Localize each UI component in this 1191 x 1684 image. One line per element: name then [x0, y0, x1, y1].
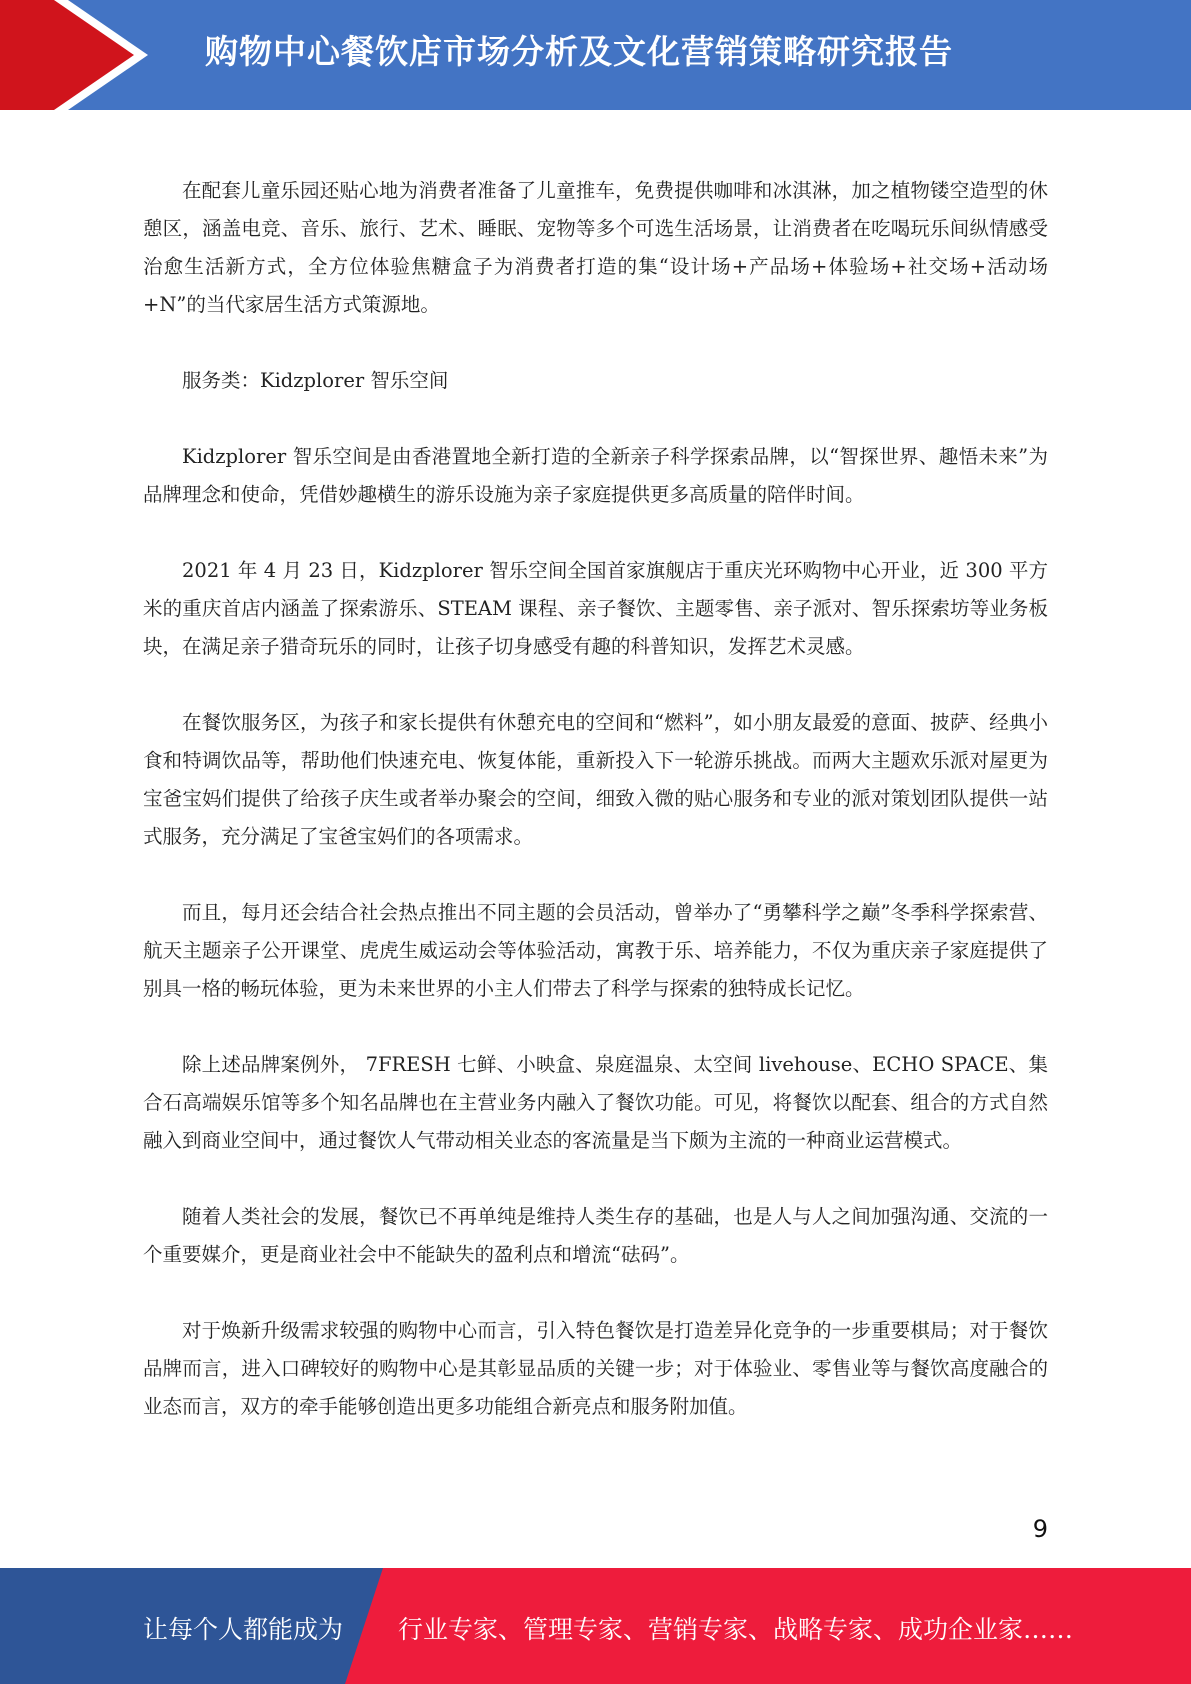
paragraph: 而且，每月还会结合社会热点推出不同主题的会员活动，曾举办了“勇攀科学之巅”冬季科学探索营、航天主题亲子公开课堂、虎虎生威运动会等体验活动，寓教于乐、培养能力，不仅为重庆亲子家庭提供了别具一格的畅玩体验，更为未来世界的小主人们带去了科学与探索的独特成长记忆。 — [143, 901, 1048, 1000]
footer-slogan-right: 行业专家、管理专家、营销专家、战略专家、成功企业家…… — [398, 1615, 1074, 1644]
paragraph: Kidzplorer 智乐空间是由香港置地全新打造的全新亲子科学探索品牌，以“智探世界、趣悟未来”为品牌理念和使命，凭借妙趣横生的游乐设施为亲子家庭提供更多高质量的陪伴时间。 — [143, 445, 1048, 506]
document-body — [143, 172, 1048, 1464]
paragraph: 服务类：Kidzplorer 智乐空间 — [182, 369, 449, 392]
paragraph: 在餐饮服务区，为孩子和家长提供有休憩充电的空间和“燃料”，如小朋友最爱的意面、披萨、经典小食和特调饮品等，帮助他们快速充电、恢复体能，重新投入下一轮游乐挑战。而两大主题欢乐派对屋更为宝爸宝妈们提供了给孩子庆生或者举办聚会的空间，细致入微的贴心服务和专业的派对策划团队提供一站式服务，充分满足了宝爸宝妈们的各项需求。 — [143, 711, 1048, 848]
paragraph: 对于焕新升级需求较强的购物中心而言，引入特色餐饮是打造差异化竞争的一步重要棋局；对于餐饮品牌而言，进入口碑较好的购物中心是其彰显品质的关键一步；对于体验业、零售业等与餐饮高度融合的业态而言，双方的牵手能够创造出更多功能组合新亮点和服务附加值。 — [143, 1319, 1048, 1418]
paragraph: 2021 年 4 月 23 日，Kidzplorer 智乐空间全国首家旗舰店于重庆光环购物中心开业，近 300 平方米的重庆首店内涵盖了探索游乐、STEAM 课程、亲子餐饮、主题零售、亲子派对、智乐探索坊等业务板块，在满足亲子猎奇玩乐的同时，让孩子切身感受有趣的科普知识，发挥艺术灵感。 — [143, 559, 1048, 658]
page-header — [0, 0, 1191, 110]
paragraph: 除上述品牌案例外， 7FRESH 七鲜、小映盒、泉庭温泉、太空间 livehouse、ECHO SPACE、集合石高端娱乐馆等多个知名品牌也在主营业务内融入了餐饮功能。可见，将餐饮以配套、组合的方式自然融入到商业空间中，通过餐饮人气带动相关业态的客流量是当下颇为主流的一种商业运营模式。 — [143, 1053, 1048, 1152]
footer-slogan-left: 让每个人都能成为 — [143, 1615, 344, 1644]
document-title: 购物中心餐饮店市场分析及文化营销策略研究报告 — [205, 32, 953, 71]
paragraph: 在配套儿童乐园还贴心地为消费者准备了儿童推车，免费提供咖啡和冰淇淋，加之植物镂空造型的休憩区，涵盖电竞、音乐、旅行、艺术、睡眠、宠物等多个可选生活场景，让消费者在吃喝玩乐间纵情感受治愈生活新方式，全方位体验焦糖盒子为消费者打造的集“设计场+产品场+体验场+社交场+活动场+N”的当代家居生活方式策源地。 — [143, 179, 1048, 316]
paragraph: 随着人类社会的发展，餐饮已不再单纯是维持人类生存的基础，也是人与人之间加强沟通、交流的一个重要媒介，更是商业社会中不能缺失的盈利点和增流“砝码”。 — [143, 1205, 1048, 1266]
page-number: 9 — [1032, 1515, 1048, 1543]
page-footer — [0, 1568, 1191, 1684]
header-chevron-decoration — [0, 0, 160, 110]
